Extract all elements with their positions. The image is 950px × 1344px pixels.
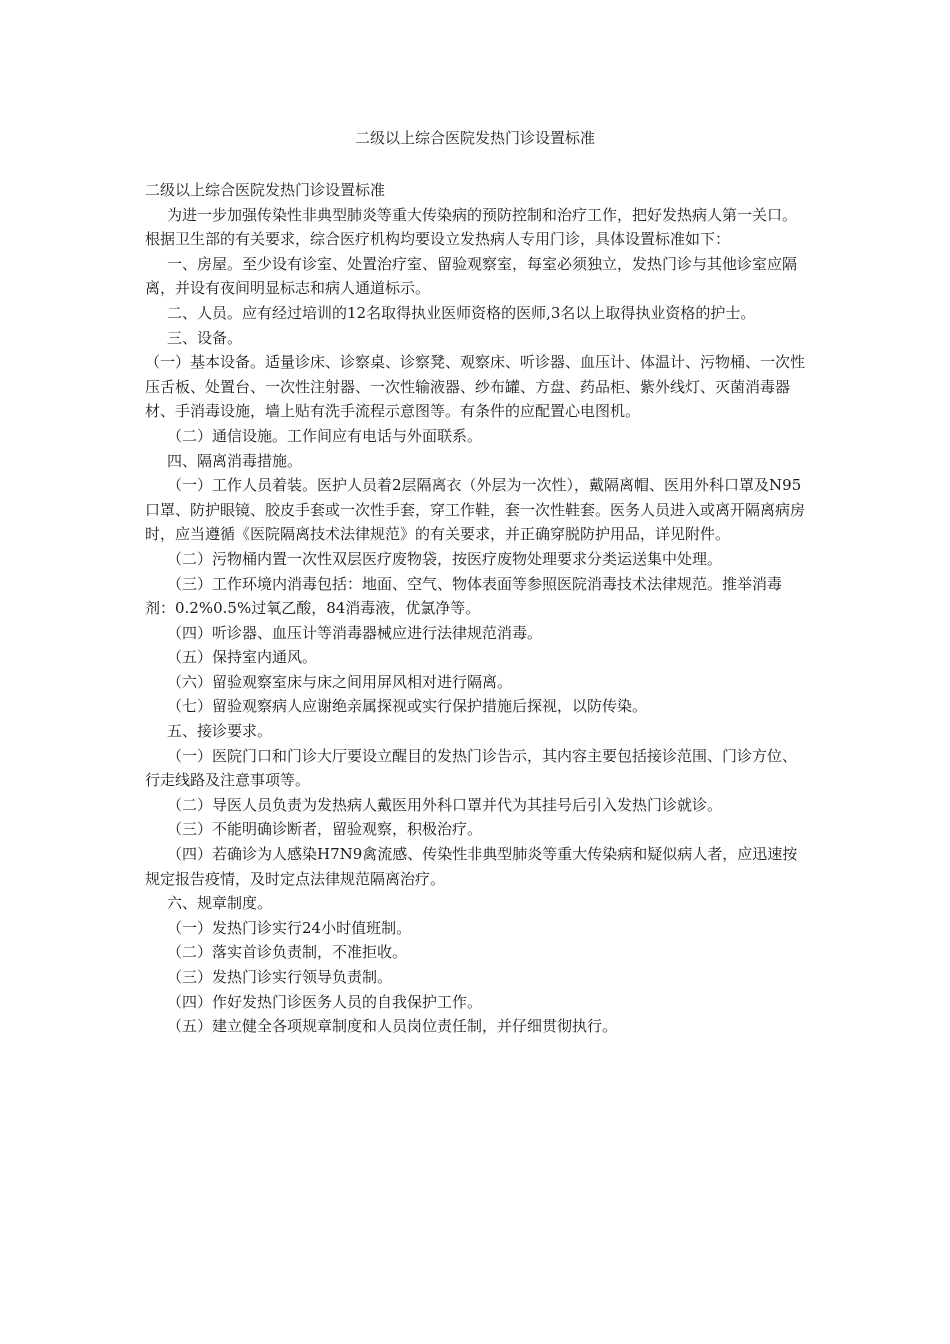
rules-leadership: （三）发热门诊实行领导负责制。: [167, 968, 393, 986]
document-title: 二级以上综合医院发热门诊设置标准: [354, 129, 595, 147]
isolation-screens: （六）留验观察室床与床之间用屏风相对进行隔离。: [167, 672, 513, 691]
equipment-communication: （二）通信设施。工作间应有电话与外面联系。: [167, 426, 483, 445]
isolation-disinfection: （三）工作环境内消毒包括：地面、空气、物体表面等参照医院消毒技术法律规范。推举消毒剂：0.2%0.5%过氧乙酸，84消毒液，优氯净等。: [145, 574, 783, 618]
rules-responsibility: （五）建立健全各项规章制度和人员岗位责任制，并仔细贯彻执行。: [167, 1017, 618, 1036]
isolation-waste: （二）污物桶内置一次性双层医疗废物袋，按医疗废物处理要求分类运送集中处理。: [167, 549, 723, 568]
isolation-instruments: （四）听诊器、血压计等消毒器械应进行法律规范消毒。: [167, 623, 543, 642]
section-personnel: 二、人员。应有经过培训的12名取得执业医师资格的医师,3名以上取得执业资格的护士。: [167, 303, 756, 322]
section-reception-heading: 五、接诊要求。: [167, 722, 273, 741]
rules-self-protection: （四）作好发热门诊医务人员的自我保护工作。: [167, 992, 483, 1011]
intro-paragraph: 为进一步加强传染性非典型肺炎等重大传染病的预防控制和治疗工作，把好发热病人第一关口。根据卫生部的有关要求，综合医疗机构均要设立发热病人专用门诊，具体设置标准如下：: [145, 205, 798, 249]
document-body: [145, 178, 811, 1039]
reception-report: （四）若确诊为人感染H7N9禽流感、传染性非典型肺炎等重大传染病和疑似病人者，应迅速按规定报告疫情，及时定点法律规范隔离治疗。: [145, 845, 798, 888]
isolation-visitors: （七）留验观察病人应谢绝亲属探视或实行保护措施后探视，以防传染。: [167, 697, 648, 716]
section-equipment-heading: 三、设备。: [167, 328, 243, 347]
isolation-attire: （一）工作人员着装。医护人员着2层隔离衣（外层为一次性），戴隔离帽、医用外科口罩及N95口罩、防护眼镜、胶皮手套或一次性手套，穿工作鞋，套一次性鞋套。医务人员进入或离开隔离病房时，应当遵循《医院隔离技术法律规范》的有关要求，并正确穿脱防护用品，详见附件。: [145, 476, 806, 544]
reception-guide: （二）导医人员负责为发热病人戴医用外科口罩并代为其挂号后引入发热门诊就诊。: [167, 795, 723, 814]
section-housing: 一、房屋。至少设有诊室、处置治疗室、留验观察室，每室必须独立，发热门诊与其他诊室应隔离，并设有夜间明显标志和病人通道标示。: [145, 254, 798, 298]
rules-first-diagnosis: （二）落实首诊负责制，不准拒收。: [167, 943, 408, 962]
section-isolation-heading: 四、隔离消毒措施。: [167, 451, 303, 470]
reception-notice: （一）医院门口和门诊大厅要设立醒目的发热门诊告示，其内容主要包括接诊范围、门诊方位、行走线路及注意事项等。: [145, 746, 798, 790]
equipment-basic: （一）基本设备。适量诊床、诊察桌、诊察凳、观察床、听诊器、血压计、体温计、污物桶、一次性压舌板、处置台、一次性注射器、一次性输液器、纱布罐、方盘、药品柜、紫外线灯、灭菌消毒器材、手消毒设施，墙上贴有洗手流程示意图等。有条件的应配置心电图机。: [145, 353, 806, 421]
reception-observation: （三）不能明确诊断者，留验观察，积极治疗。: [167, 820, 483, 839]
rules-duty: （一）发热门诊实行24小时值班制。: [167, 918, 412, 937]
isolation-ventilation: （五）保持室内通风。: [167, 648, 318, 667]
section-rules-heading: 六、规章制度。: [167, 894, 273, 913]
subtitle-paragraph: 二级以上综合医院发热门诊设置标准: [145, 181, 386, 199]
